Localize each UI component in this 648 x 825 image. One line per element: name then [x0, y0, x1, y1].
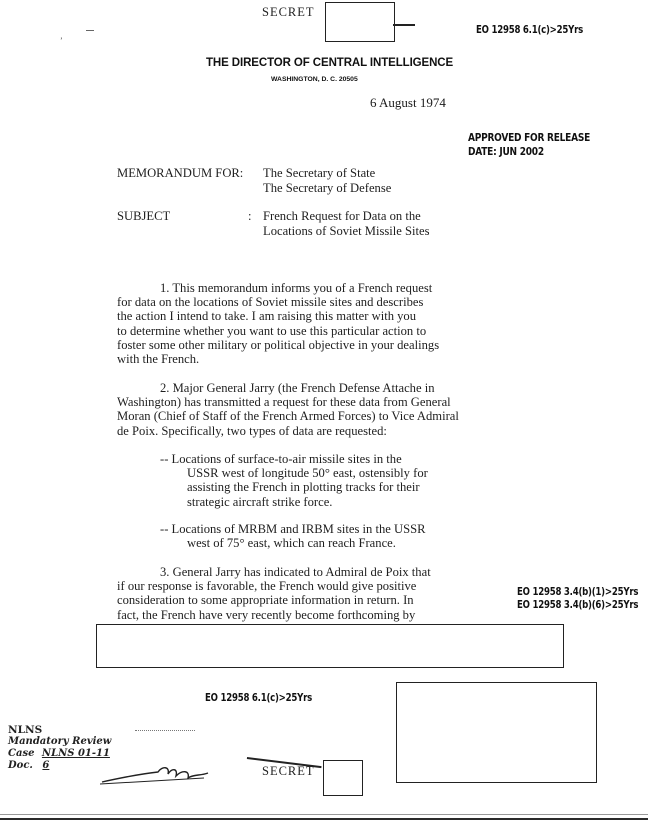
- paragraph-1-line: for data on the locations of Soviet missile sites and describes: [117, 295, 424, 310]
- paragraph-3-line: if our response is favorable, the French would give positive: [117, 579, 417, 594]
- top-classification-rule: [393, 24, 415, 26]
- doc-value: 6: [42, 760, 50, 771]
- subject-label: SUBJECT: [117, 209, 171, 223]
- doc-label: Doc.: [8, 760, 33, 771]
- paragraph-3-line: fact, the French have very recently become forthcoming by: [117, 607, 416, 622]
- scan-mark-top-left: ’: [60, 36, 63, 45]
- review-line-mandatory: Mandatory Review: [8, 736, 112, 747]
- bottom-redaction-box: [323, 760, 363, 796]
- paragraph-2: [117, 381, 459, 438]
- review-block: [8, 724, 111, 772]
- bottom-classification-marking: SECRET: [262, 764, 315, 778]
- memo-date: 6 August 1974: [370, 95, 446, 110]
- subject-line-2: Locations of Soviet Missile Sites: [263, 224, 430, 238]
- office-title: THE DIRECTOR OF CENTRAL INTELLIGENCE: [206, 57, 454, 69]
- case-value: NLNS 01-11: [41, 748, 110, 759]
- office-address: WASHINGTON, D. C. 20505: [271, 76, 358, 83]
- paragraph-1-line: the action I intend to take. I am raising this matter with you: [117, 309, 417, 324]
- release-stamp-line-1: APPROVED FOR RELEASE: [468, 131, 591, 144]
- paragraph-1-line: with the French.: [117, 352, 200, 367]
- bullet-1-line: USSR west of longitude 50° east, ostensibly for: [187, 466, 428, 481]
- side-declass-stamp-1: EO 12958 3.4(b)(1)>25Yrs: [517, 586, 639, 598]
- bullet-2-line: -- Locations of MRBM and IRBM sites in the USSR: [160, 522, 426, 536]
- signature-scribble: [100, 764, 210, 786]
- paragraph-3-line: 3. General Jarry has indicated to Admiral de Poix that: [160, 565, 431, 579]
- paragraph-2-line: 2. Major General Jarry (the French Defense Attache in: [160, 381, 435, 395]
- bullet-1-line: assisting the French in plotting tracks for their: [187, 480, 420, 495]
- bullet-1-line: -- Locations of surface-to-air missile sites in the: [160, 452, 402, 466]
- scan-edge-line-2: [0, 814, 648, 815]
- review-line-nlns: NLNS: [8, 724, 43, 736]
- memorandum-for-label: MEMORANDUM FOR:: [117, 166, 244, 180]
- declass-stamp-top: EO 12958 6.1(c)>25Yrs: [476, 24, 584, 36]
- paragraph-1: [117, 281, 439, 366]
- paragraph-2-line: Washington) has transmitted a request for these data from General: [117, 395, 451, 410]
- bullet-item-2: [160, 522, 426, 550]
- bullet-1-line: strategic aircraft strike force.: [187, 494, 333, 509]
- side-declass-stamp-2: EO 12958 3.4(b)(6)>25Yrs: [517, 599, 639, 611]
- paragraph-2-line: de Poix. Specifically, two types of data are requested:: [117, 423, 387, 438]
- review-line-doc: [8, 760, 111, 772]
- subject-line-1: French Request for Data on the: [263, 209, 421, 223]
- paragraph-1-line: foster some other military or political objective in your dealings: [117, 337, 440, 352]
- paragraph-3: [117, 565, 431, 622]
- bullet-item-1: [160, 452, 428, 509]
- scan-speckle-footer: [135, 730, 195, 739]
- review-line-case: [8, 748, 111, 760]
- bullet-2-line: west of 75° east, which can reach France.: [187, 536, 396, 551]
- recipient-state: The Secretary of State: [263, 166, 376, 180]
- recipient-defense: The Secretary of Defense: [263, 181, 392, 195]
- case-label: Case: [8, 748, 35, 759]
- scan-mark-top-left-2: [86, 30, 94, 31]
- release-stamp-line-2: DATE: JUN 2002: [468, 145, 544, 158]
- scan-edge-line: [0, 818, 648, 820]
- footer-redaction-box: [396, 682, 597, 783]
- top-redaction-box: [325, 2, 395, 42]
- body-redaction-box: [96, 624, 564, 668]
- paragraph-2-line: Moran (Chief of Staff of the French Armed Forces) to Vice Admiral: [117, 409, 459, 424]
- declass-stamp-bottom: EO 12958 6.1(c)>25Yrs: [205, 692, 313, 704]
- paragraph-3-line: consideration to some appropriate information in return. In: [117, 593, 414, 608]
- top-classification-marking: SECRET: [262, 5, 315, 19]
- paragraph-1-line: to determine whether you want to use this particular action to: [117, 323, 427, 338]
- paragraph-1-line: 1. This memorandum informs you of a French request: [160, 281, 433, 295]
- subject-colon: :: [248, 209, 252, 223]
